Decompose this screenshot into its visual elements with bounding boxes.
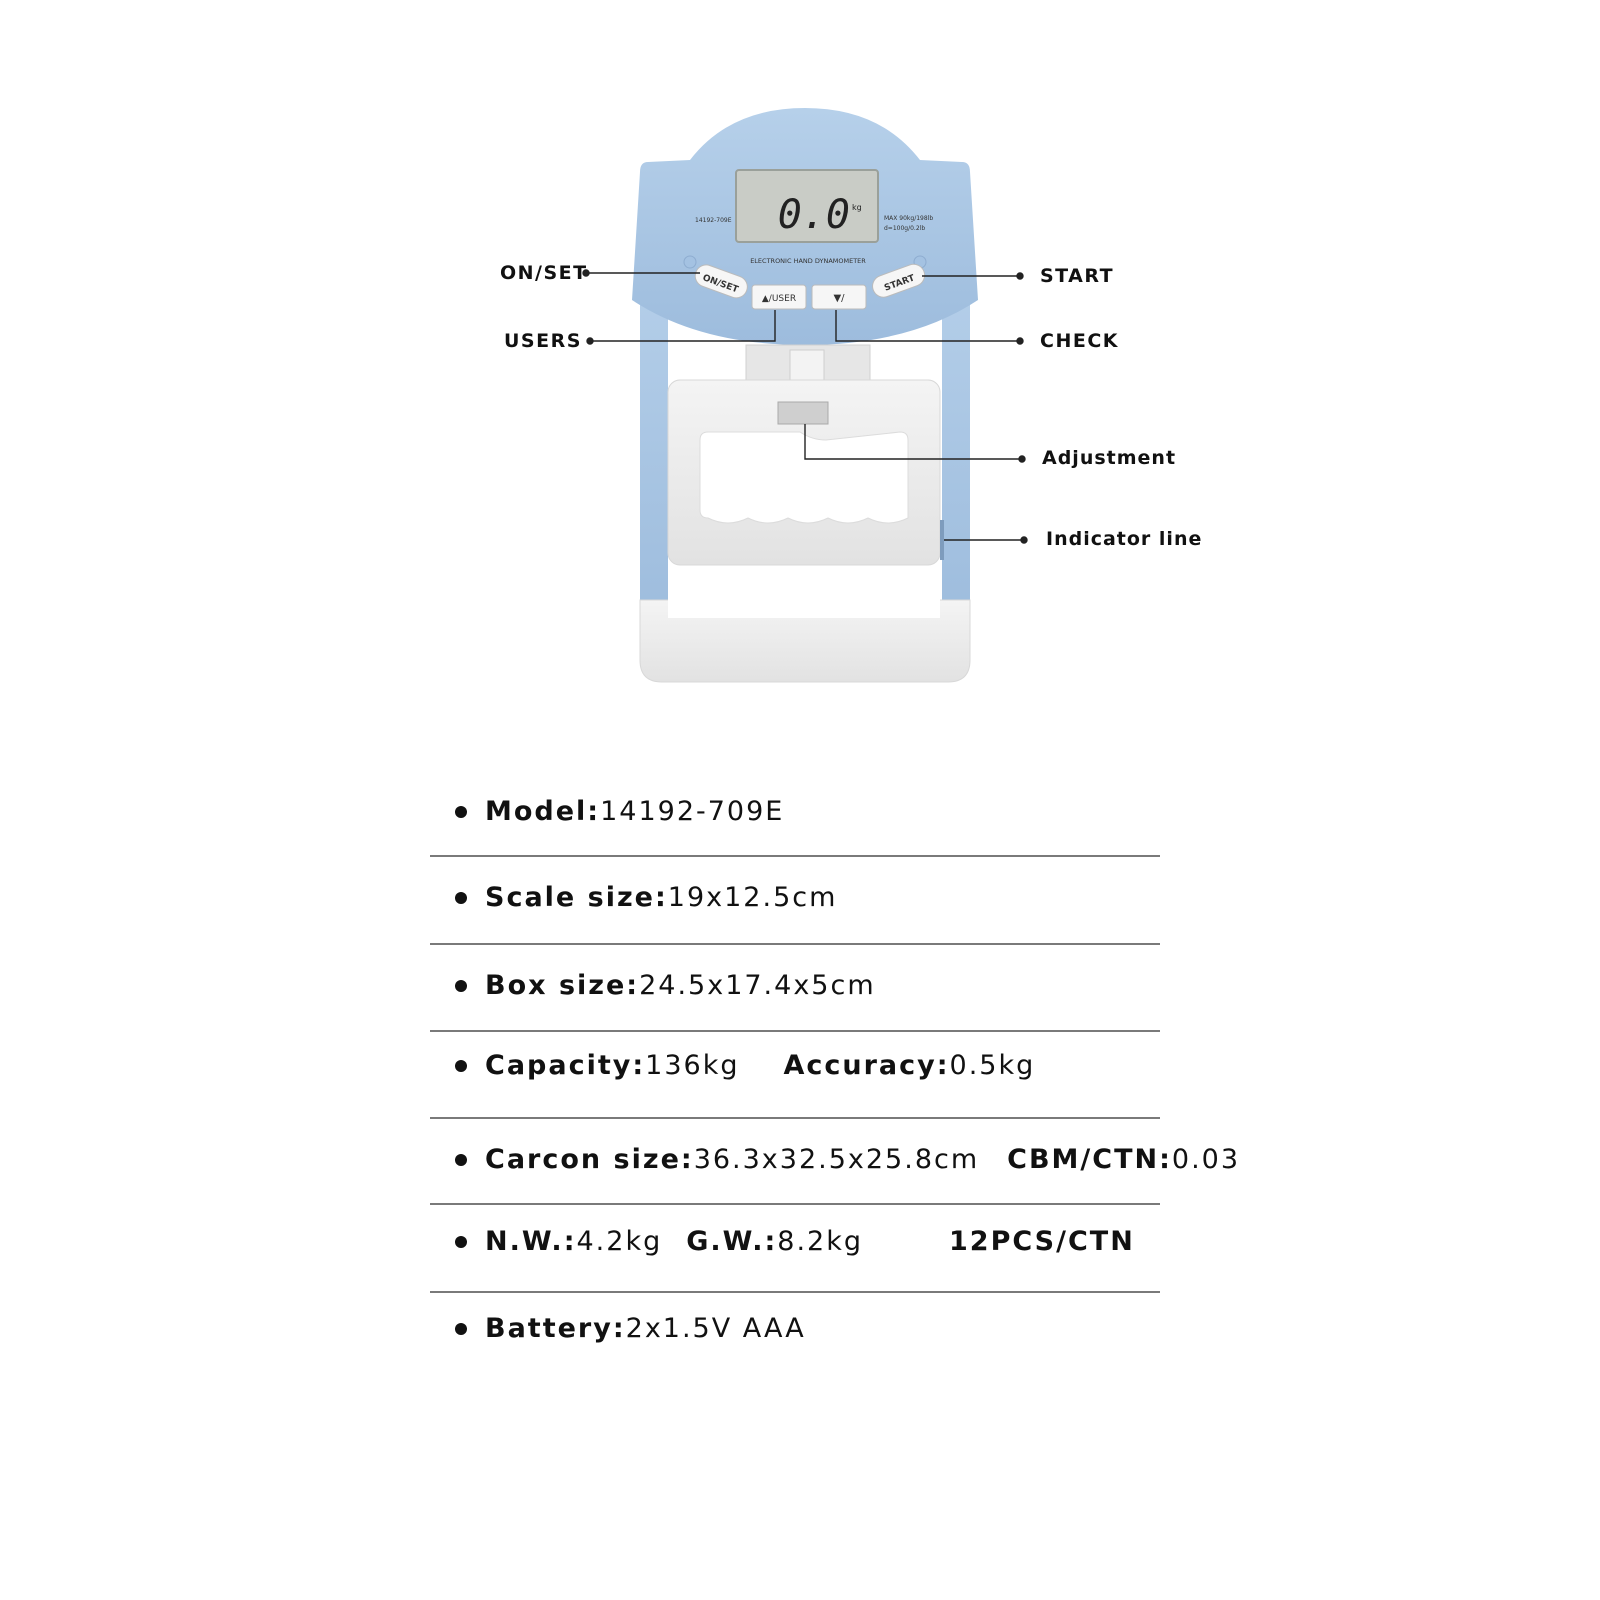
spec-battery: [455, 1313, 806, 1344]
spec-model-label: Model:: [485, 796, 601, 827]
bullet-icon: [455, 1060, 467, 1072]
spec-carton: [455, 1144, 1240, 1175]
callout-users: USERS: [504, 330, 582, 352]
spec-scale-size: [455, 882, 837, 913]
spec-capacity-accuracy: [455, 1050, 1035, 1081]
spec-cbm-value: 0.03: [1171, 1144, 1241, 1175]
check-button[interactable]: [812, 285, 866, 309]
spec-carton-size-label: Carcon size:: [485, 1144, 694, 1175]
spec-capacity-label: Capacity:: [485, 1050, 646, 1081]
callout-check: CHECK: [1040, 330, 1119, 352]
spec-model: [455, 796, 784, 827]
spec-nw-label: N.W.:: [485, 1226, 577, 1257]
hand-dynamometer-illustration: [0, 0, 1600, 760]
bullet-icon: [455, 1236, 467, 1248]
spec-scale-size-label: Scale size:: [485, 882, 668, 913]
divider: [430, 855, 1160, 857]
divider: [430, 1291, 1160, 1293]
spec-nw-value: 4.2kg: [576, 1226, 663, 1257]
spec-gw-value: 8.2kg: [777, 1226, 863, 1257]
spec-battery-value: 2x1.5V AAA: [625, 1313, 806, 1344]
screw-left: [684, 256, 696, 268]
product-name-print: ELECTRONIC HAND DYNAMOMETER: [750, 257, 866, 265]
adjustment-knob[interactable]: [778, 402, 828, 424]
max-spec-print-1: MAX 90kg/198lb: [884, 215, 934, 222]
divider: [430, 1203, 1160, 1205]
user-button-label: ▲/USER: [761, 294, 797, 304]
on-set-button-label: ON/SET: [701, 273, 740, 296]
spec-gw-label: G.W.:: [686, 1226, 778, 1257]
callout-dot-check: [1017, 338, 1023, 344]
spec-pcs-label: 12PCS/CTN: [949, 1226, 1135, 1257]
spec-model-value: 14192-709E: [600, 796, 785, 827]
bullet-icon: [455, 980, 467, 992]
spec-scale-size-value: 19x12.5cm: [667, 882, 838, 913]
bullet-icon: [455, 892, 467, 904]
divider: [430, 943, 1160, 945]
spec-capacity-value: 136kg: [645, 1050, 740, 1081]
user-button[interactable]: [752, 285, 806, 309]
spec-cbm-label: CBM/CTN:: [1007, 1144, 1172, 1175]
bullet-icon: [455, 1154, 467, 1166]
base-slot: [668, 596, 940, 618]
indicator-mark: [940, 520, 944, 560]
spec-weight: [455, 1226, 1135, 1257]
spec-accuracy-value: 0.5kg: [949, 1050, 1036, 1081]
spec-accuracy-label: Accuracy:: [783, 1050, 950, 1081]
spec-battery-label: Battery:: [485, 1313, 626, 1344]
model-code-print: 14192-709E: [695, 217, 732, 224]
max-spec-print-2: d=100g/0.2lb: [884, 225, 926, 232]
divider: [430, 1030, 1160, 1032]
lcd-unit: kg: [852, 203, 862, 212]
divider: [430, 1117, 1160, 1119]
lcd-reading: 0.0: [777, 192, 850, 238]
callout-dot-users: [587, 338, 593, 344]
callout-on-set: ON/SET: [500, 262, 588, 284]
callout-adjustment: Adjustment: [1042, 447, 1177, 469]
grip-window: [700, 432, 908, 523]
spec-box-size-label: Box size:: [485, 970, 640, 1001]
spec-carton-size-value: 36.3x32.5x25.8cm: [693, 1144, 980, 1175]
callout-dot-start: [1017, 273, 1023, 279]
start-button-label: START: [883, 273, 917, 294]
callout-dot-adjustment: [1019, 456, 1025, 462]
spec-box-size-value: 24.5x17.4x5cm: [639, 970, 876, 1001]
callout-indicator-line: Indicator line: [1046, 528, 1203, 550]
callout-start: START: [1040, 265, 1115, 287]
callout-dot-indicator: [1021, 537, 1027, 543]
spec-box-size: [455, 970, 876, 1001]
bullet-icon: [455, 806, 467, 818]
bullet-icon: [455, 1323, 467, 1335]
check-button-label: ▼/: [833, 293, 845, 304]
